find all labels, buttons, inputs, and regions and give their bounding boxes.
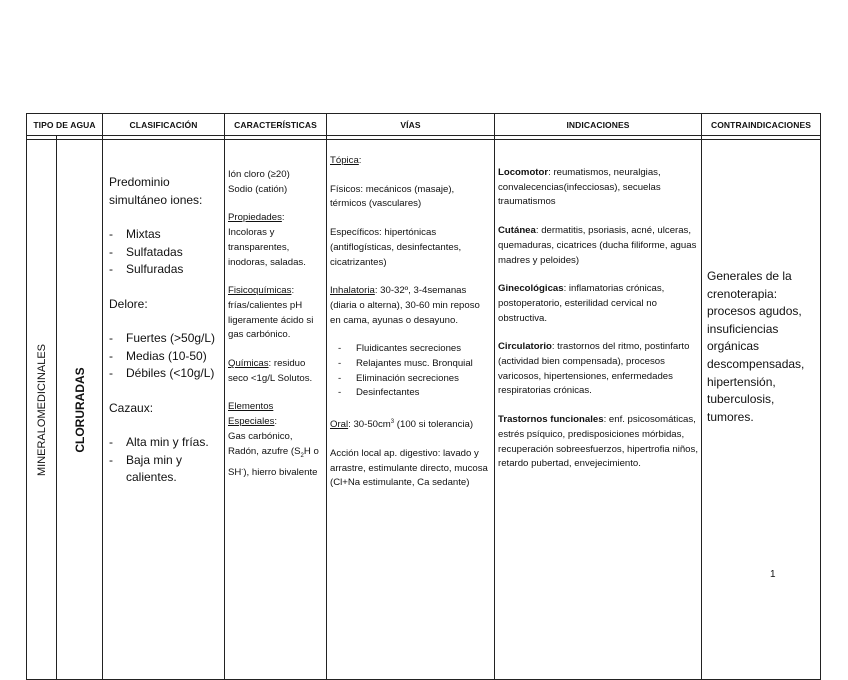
list-item: - Desinfectantes (330, 386, 491, 401)
vias-cell: Tópica: Físicos: mecánicos (masaje), térmicos (vasculares) Específicos: hipertónicas (antiflogísticas, desinfectantes, cicatrizantes) Inhalatoria: 30-32º, 3-4semanas (diaria o alterna), 30-60 min reposo en cama, ayunas o desayuno. - Fluidicantes secreciones - Relajantes musc. Bronquial - Eliminación secreciones - Desinfectantes Oral: $30-50cm^3$ (100 si tolerancia) Acción local ap. digestivo: lavado y arrastre, estimulante directo, mucosa (Cl+Na estimulante, Ca sedante) (327, 140, 495, 680)
list-item: - Sulfuradas (109, 261, 218, 279)
header-caracteristicas: CARACTERÍSTICAS (225, 114, 327, 136)
indicacion-item: Circulatorio: trastornos del ritmo, postinfarto (actividad bien compensada), procesos varicosos, hipertensiones, enfermedades respiratorias crónicas. (498, 341, 690, 397)
cazaux-label: Cazaux: (109, 400, 154, 415)
inhalatoria-label: Inhalatoria (330, 285, 375, 297)
cloruradas-row (27, 140, 821, 680)
list-item: - Medias (10-50) (109, 348, 218, 366)
indicacion-item: Trastornos funcionales: enf. psicosomáticas, estrés psíquico, predisposiciones mórbidas, recuperación sobreesfuerzos, hipertrofia niños, retardo pubertad, envejecimiento. (498, 414, 698, 470)
clasificacion-cell (103, 140, 225, 680)
especificos-text: Específicos: hipertónicas (antiflogísticas, desinfectantes, cicatrizantes) (330, 227, 462, 268)
sodio: Sodio (catión) (228, 183, 288, 195)
propiedades-label: Propiedades (228, 212, 282, 224)
delore-list (109, 330, 218, 383)
header-vias: VÍAS (327, 114, 495, 136)
topica-label: Tópica (330, 155, 359, 166)
clasificacion-intro: Predominio simultáneo iones: (109, 175, 203, 207)
list-item: - Eliminación secreciones (330, 372, 491, 387)
accion-text: Acción local ap. digestivo: lavado y arrastre, estimulante directo, mucosa (Cl+Na estimulante, Ca sedante) (330, 448, 488, 489)
oral-text: Oral: $30-50cm^3$ (100 si tolerancia) (330, 419, 474, 431)
header-clasificacion: CLASIFICACIÓN (103, 114, 225, 136)
delore-label: Delore: (109, 296, 148, 311)
hydrotherapy-table (26, 113, 821, 680)
list-item: - Débiles (<10g/L) (109, 365, 218, 383)
quimicas-text: residuo seco <1g/L Solutos. (228, 358, 313, 384)
indicacion-item: Ginecológicas: inflamatorias crónicas, postoperatorio, esterilidad cervical no obstructiva. (498, 283, 665, 324)
indicaciones-cell (495, 140, 702, 680)
efectos-list (330, 342, 491, 401)
indicacion-item: Locomotor: reumatismos, neuralgias, convalecencias(infecciosas), secuelas traumatismos (498, 167, 661, 208)
list-item: - Baja min y calientes. (109, 452, 218, 487)
list-item: - Fuertes (>50g/L) (109, 330, 218, 348)
tipo-subgroup-cell (57, 140, 103, 680)
list-item: - Fluidicantes secreciones (330, 342, 491, 357)
iones-list (109, 226, 218, 279)
header-indicaciones: INDICACIONES (495, 114, 702, 136)
quimicas-label: Químicas (228, 358, 269, 370)
page-number: 1 (770, 569, 776, 580)
list-item: - Mixtas (109, 226, 218, 244)
inhalatoria-text: : 30-32º, 3-4semanas (diaria o alterna), 30-60 min reposo en cama, ayunas o desayuno. (330, 285, 480, 326)
fisicoquimicas-label: Fisicoquímicas (228, 285, 292, 297)
fisicos-text: Físicos: mecánicos (masaje), térmicos (vasculares) (330, 183, 455, 210)
caracteristicas-cell: Ión cloro (≥20) Sodio (catión) Propiedades: Incoloras y transparentes, inodoras, saladas. Fisicoquímicas: frías/calientes pH ligeramente ácido si gas carbónico. Químicas: residuo seco <1g/L Solutos. Elementos Especiales: Gas carbónico, Radón, azufre ($S_2H$ o SH-), hierro bivalente (225, 140, 327, 680)
indicacion-item: Cutánea: dermatitis, psoriasis, acné, ulceras, quemaduras, cicatrices (ducha filiforme, aguas madres y peloides) (498, 225, 697, 266)
header-contraindicaciones: CONTRAINDICACIONES (702, 114, 821, 136)
fisicoquimicas-text: frías/calientes pH ligeramente ácido si gas carbónico. (228, 299, 314, 341)
elementos-label: Elementos Especiales (228, 401, 275, 428)
header-tipo: TIPO DE AGUA (27, 114, 103, 136)
ion-cloro: Ión cloro (≥20) (228, 169, 290, 180)
tipo-group-label: MINERALOMEDICINALES (35, 343, 48, 476)
cazaux-list (109, 434, 218, 487)
tipo-subgroup-label: CLORURADAS (72, 366, 87, 453)
propiedades-text: Incoloras y transparentes, inodoras, saladas. (228, 227, 306, 268)
header-row (27, 114, 821, 136)
contraindicaciones-text: Generales de la crenoterapia: procesos agudos, insuficiencias orgánicas descompensadas, hipertensión, tuberculosis, tumores. (707, 269, 805, 424)
contraindicaciones-cell (702, 140, 821, 680)
list-item: - Alta min y frías. (109, 434, 218, 452)
elementos-text: Gas carbónico, Radón, azufre ($S_2H$ o SH-), hierro bivalente (228, 430, 319, 479)
list-item: - Sulfatadas (109, 244, 218, 262)
list-item: - Relajantes musc. Bronquial (330, 357, 491, 372)
tipo-group-cell (27, 140, 57, 680)
